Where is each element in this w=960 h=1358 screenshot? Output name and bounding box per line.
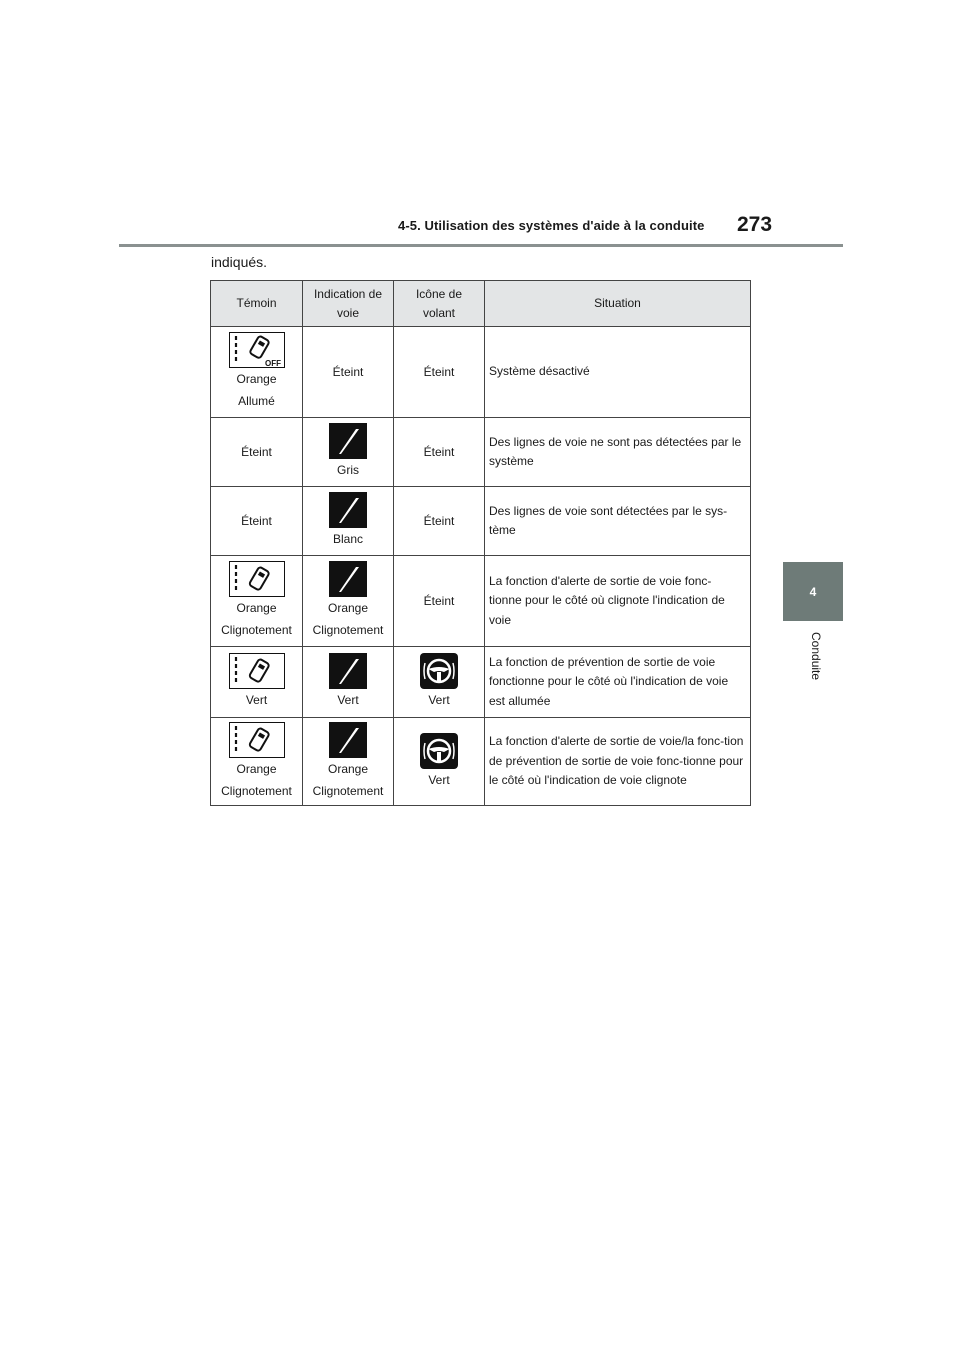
table-cell: Des lignes de voie sont détectées par le sys-tème xyxy=(485,487,751,556)
section-title: 4-5. Utilisation des systèmes d'aide à la conduite xyxy=(398,218,705,233)
table-cell: Éteint xyxy=(394,327,485,418)
cell-text: Vert xyxy=(428,772,450,787)
lane-departure-off-icon xyxy=(229,332,285,368)
table-cell xyxy=(211,327,303,418)
header-line: Indication de xyxy=(313,286,383,301)
cell-text: Clignotement xyxy=(312,783,384,798)
lane-line-icon xyxy=(329,653,367,689)
table-row xyxy=(211,487,751,556)
cell-text: Orange xyxy=(327,761,369,776)
table-row xyxy=(211,647,751,718)
table-row xyxy=(211,718,751,806)
header-line: volant xyxy=(422,305,456,320)
table-cell xyxy=(303,718,394,806)
page-number: 273 xyxy=(737,213,773,236)
table-cell: La fonction d'alerte de sortie de voie fonc-tionne pour le côté où clignote l'indication de voie xyxy=(485,556,751,647)
table-cell: Éteint xyxy=(394,556,485,647)
table-cell xyxy=(211,647,303,718)
header-situation: Situation xyxy=(485,281,751,327)
cell-text: Vert xyxy=(428,693,450,707)
lane-departure-icon xyxy=(229,722,285,758)
cell-text: Orange xyxy=(236,601,277,615)
cell-text: Orange xyxy=(236,372,277,386)
table-cell: Éteint xyxy=(303,327,394,418)
table-row xyxy=(211,556,751,647)
table-cell: Système désactivé xyxy=(485,327,751,418)
table-cell xyxy=(303,647,394,718)
table-cell: Éteint xyxy=(211,487,303,556)
table-cell xyxy=(394,647,485,718)
table-cell xyxy=(211,556,303,647)
table-cell: Éteint xyxy=(394,418,485,487)
chapter-tab[interactable] xyxy=(783,562,843,621)
cell-text: Vert xyxy=(337,693,359,707)
table-row xyxy=(211,418,751,487)
table-cell: La fonction de prévention de sortie de voie fonctionne pour le côté où l'indication de voie est allumée xyxy=(485,647,751,718)
header-line: voie xyxy=(336,305,359,320)
cell-text: Vert xyxy=(245,693,268,707)
lane-departure-icon xyxy=(229,561,285,597)
cell-text: Orange xyxy=(236,761,277,776)
cell-text: Clignotement xyxy=(312,623,384,637)
lane-departure-icon xyxy=(229,653,285,689)
table-cell xyxy=(303,556,394,647)
header-rule xyxy=(119,244,843,247)
cell-text: Blanc xyxy=(332,532,364,546)
table-cell xyxy=(303,487,394,556)
table-cell: Des lignes de voie ne sont pas détectées par le système xyxy=(485,418,751,487)
lane-line-icon xyxy=(329,561,367,597)
header-line: Icône de xyxy=(415,286,463,301)
lane-line-icon xyxy=(329,722,367,758)
intro-text: indiqués. xyxy=(211,254,268,270)
cell-text: Orange xyxy=(327,601,369,615)
header-icone-volant xyxy=(394,281,485,327)
lane-line-icon xyxy=(329,423,367,459)
table-cell: La fonction d'alerte de sortie de voie/la fonc-tion de prévention de sortie de voie fonc-tionne pour le côté où l'indication de voie clignote xyxy=(485,718,751,806)
steering-wheel-icon xyxy=(420,733,458,769)
table-cell xyxy=(303,418,394,487)
chapter-label: Conduite xyxy=(809,632,823,681)
table-header-row xyxy=(211,281,751,327)
cell-text: Clignotement xyxy=(221,623,292,637)
table-cell xyxy=(394,718,485,806)
indicator-table xyxy=(210,280,751,806)
table-cell: Éteint xyxy=(394,487,485,556)
off-label: OFF xyxy=(264,359,281,368)
table-cell xyxy=(211,718,303,806)
steering-wheel-icon xyxy=(420,653,458,689)
header-temoin: Témoin xyxy=(211,281,303,327)
header-indication-voie xyxy=(303,281,394,327)
cell-text: Gris xyxy=(337,463,359,477)
cell-text: Clignotement xyxy=(221,783,292,798)
lane-line-icon xyxy=(329,492,367,528)
table-row xyxy=(211,327,751,418)
chapter-number: 4 xyxy=(809,584,817,599)
cell-text: Allumé xyxy=(238,394,275,408)
table-cell: Éteint xyxy=(211,418,303,487)
